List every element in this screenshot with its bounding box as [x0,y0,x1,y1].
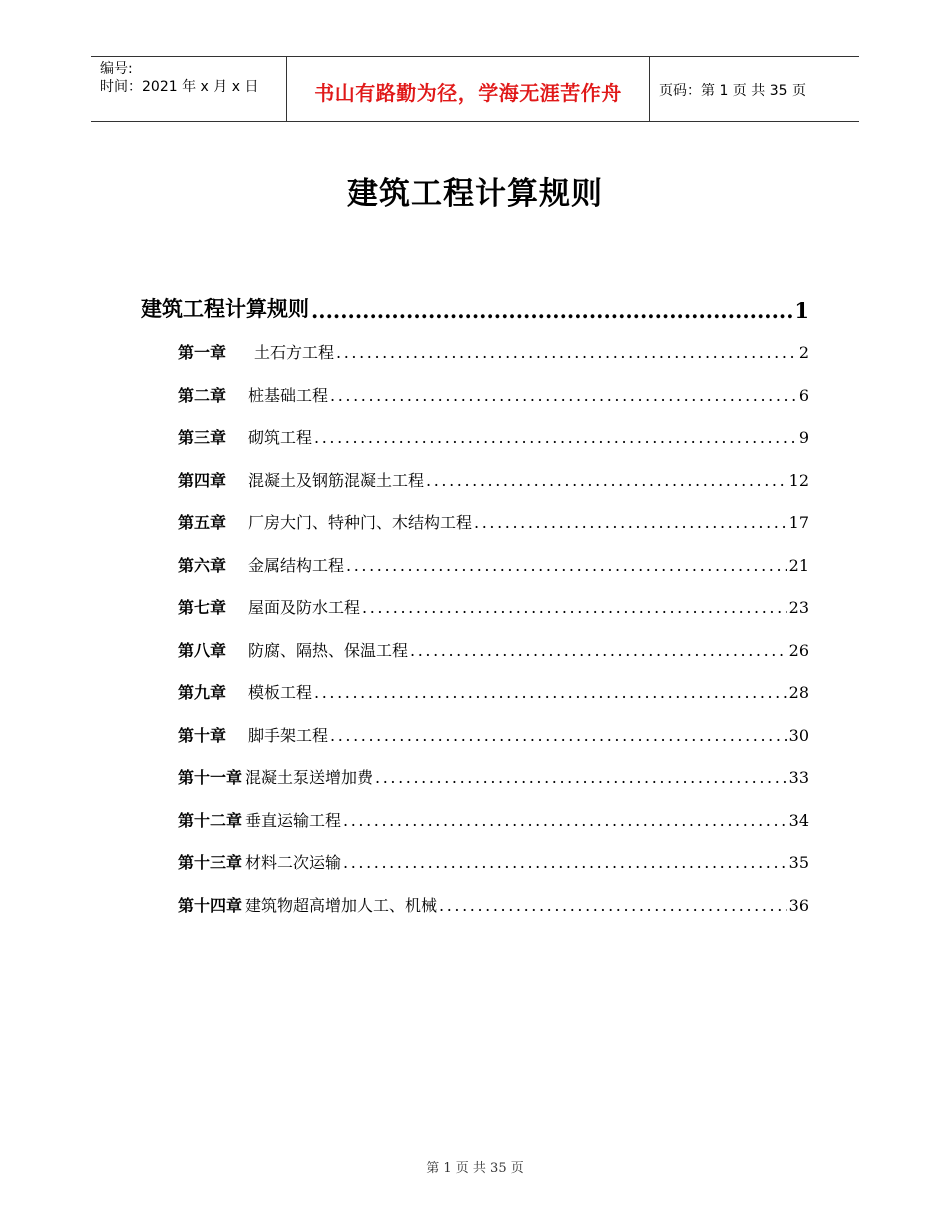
toc-leader [343,811,787,830]
toc-entry[interactable] [178,893,809,936]
toc-entry[interactable] [178,680,809,723]
toc-chapter-label: 第四章 [178,470,227,490]
toc-chapter-label: 第十四章 [178,895,243,915]
toc-entry[interactable] [178,340,809,383]
toc-page-number: 2 [798,343,809,362]
toc-entry[interactable] [178,638,809,681]
document-number-label: 编号: [100,61,133,77]
toc-leader [343,853,787,872]
toc-leader [362,598,787,617]
toc-chapter-label: 第九章 [178,683,227,702]
toc-chapter-label: 第五章 [178,513,227,532]
toc-chapter-title: 金属结构工程 [248,555,345,575]
toc-leader [439,896,787,915]
toc-entry[interactable] [178,383,809,426]
toc-leader [311,298,792,323]
toc-chapter-title: 屋面及防水工程 [248,598,361,617]
toc-page-number: 6 [798,385,809,405]
toc-leader [375,768,787,787]
document-title: 建筑工程计算规则 [347,176,603,212]
toc-leader [336,343,797,362]
toc-entry[interactable] [178,510,809,553]
toc-chapter-title: 垂直运输工程 [245,810,342,830]
toc-main-entry[interactable] [141,289,809,323]
toc-page-number: 17 [788,513,809,532]
toc-main-page: 1 [794,298,809,323]
toc-entry[interactable] [178,723,809,766]
toc-chapter-title: 混凝土及钢筋混凝土工程 [248,470,425,490]
header-page-cell [650,57,859,121]
toc-entry[interactable] [178,765,809,808]
toc-entry[interactable] [178,808,809,851]
toc-chapter-title: 土石方工程 [254,343,335,362]
toc-page-number: 23 [788,598,809,617]
toc-entry[interactable] [178,850,809,893]
toc-chapter-label: 第三章 [178,428,227,447]
toc-leader [314,428,797,447]
toc-leader [330,386,797,405]
toc-page-number: 34 [788,810,809,830]
toc-chapter-label: 第六章 [178,555,227,575]
toc-leader [346,556,787,575]
toc-chapter-title: 厂房大门、特种门、木结构工程 [248,513,473,532]
toc-entry[interactable] [178,468,809,511]
document-time-label: 时间：2021 年 x 月 x 日 [100,79,259,95]
toc-chapter-label: 第七章 [178,598,227,617]
toc-leader [314,683,787,702]
header-page-info: 页码：第 1 页 共 35 页 [659,83,806,99]
toc-page-number: 28 [788,683,809,702]
header-motto: 书山有路勤为径，学海无涯苦作舟 [314,81,622,105]
toc-page-number: 21 [788,555,809,575]
toc-chapter-title: 建筑物超高增加人工、机械 [245,895,438,915]
toc-leader [410,641,787,660]
toc-chapter-label: 第二章 [178,385,227,405]
toc-chapter-label: 第八章 [178,640,227,660]
toc-chapter-label: 第十章 [178,725,227,745]
toc-chapter-title: 桩基础工程 [248,385,329,405]
toc-chapter-title: 脚手架工程 [248,725,329,745]
toc-chapter-title: 材料二次运输 [245,853,342,872]
toc-leader [426,471,787,490]
header-left-cell [91,57,286,121]
toc-entry[interactable] [178,595,809,638]
header-motto-cell [286,57,650,121]
toc-chapter-label: 第一章 [178,343,227,362]
page-header [91,56,859,122]
toc-leader [474,513,787,532]
toc-chapter-title: 模板工程 [248,683,313,702]
table-of-contents [178,340,809,935]
toc-main-title: 建筑工程计算规则 [141,296,309,321]
toc-entry[interactable] [178,553,809,596]
toc-page-number: 26 [788,640,809,660]
toc-chapter-label: 第十一章 [178,768,243,787]
toc-chapter-title: 砌筑工程 [248,428,313,447]
toc-leader [330,726,787,745]
page-footer: 第 1 页 共 35 页 [426,1161,524,1176]
toc-entry[interactable] [178,425,809,468]
toc-page-number: 33 [788,768,809,787]
toc-page-number: 35 [788,853,809,872]
toc-page-number: 12 [788,470,809,490]
toc-chapter-title: 防腐、隔热、保温工程 [248,640,409,660]
toc-page-number: 9 [798,428,809,447]
toc-chapter-label: 第十三章 [178,853,243,872]
toc-page-number: 36 [788,895,809,915]
toc-chapter-label: 第十二章 [178,810,243,830]
toc-page-number: 30 [788,725,809,745]
toc-chapter-title: 混凝土泵送增加费 [245,768,374,787]
